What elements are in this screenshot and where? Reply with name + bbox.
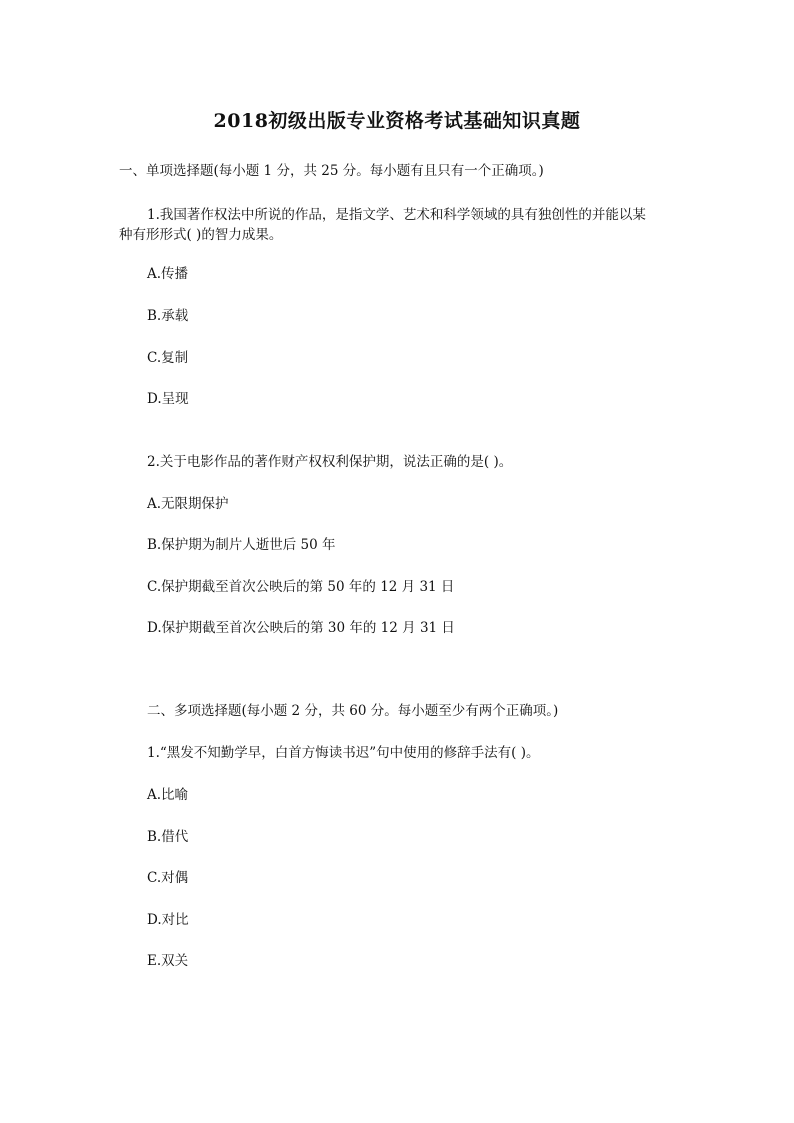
question-1-option-a: A.传播 (147, 266, 189, 282)
multi-question-1-option-e: E.双关 (147, 953, 189, 969)
question-2-option-c: C.保护期截至首次公映后的第 50 年的 12 月 31 日 (147, 579, 455, 595)
question-2-option-d: D.保护期截至首次公映后的第 30 年的 12 月 31 日 (147, 620, 455, 636)
section-heading-multiple-choice: 二、多项选择题(每小题 2 分，共 60 分。每小题至少有两个正确项。) (147, 703, 559, 719)
multi-question-1-stem: 1.“黑发不知勤学早，白首方悔读书迟”句中使用的修辞手法有( )。 (147, 745, 540, 761)
question-2-stem: 2.关于电影作品的著作财产权权利保护期，说法正确的是( )。 (147, 454, 513, 470)
question-1-option-d: D.呈现 (147, 391, 189, 407)
section-heading-single-choice: 一、单项选择题(每小题 1 分，共 25 分。每小题有且只有一个正确项。) (119, 163, 544, 179)
question-1-stem (119, 205, 687, 245)
multi-question-1-option-d: D.对比 (147, 912, 189, 928)
multi-question-1-option-a: A.比喻 (147, 787, 189, 803)
document-title: 2018初级出版专业资格考试基础知识真题 (213, 110, 581, 132)
multi-question-1-option-c: C.对偶 (147, 870, 189, 886)
question-2-option-b: B.保护期为制片人逝世后 50 年 (147, 537, 336, 553)
question-1-stem-line-1: 1.我国著作权法中所说的作品，是指文学、艺术和科学领域的具有独创性的并能以某 (147, 207, 646, 223)
question-1-option-c: C.复制 (147, 350, 189, 366)
question-1-option-b: B.承载 (147, 308, 189, 324)
question-2-option-a: A.无限期保护 (147, 496, 229, 512)
question-1-stem-line-2: 种有形形式( )的智力成果。 (119, 227, 283, 243)
multi-question-1-option-b: B.借代 (147, 829, 189, 845)
